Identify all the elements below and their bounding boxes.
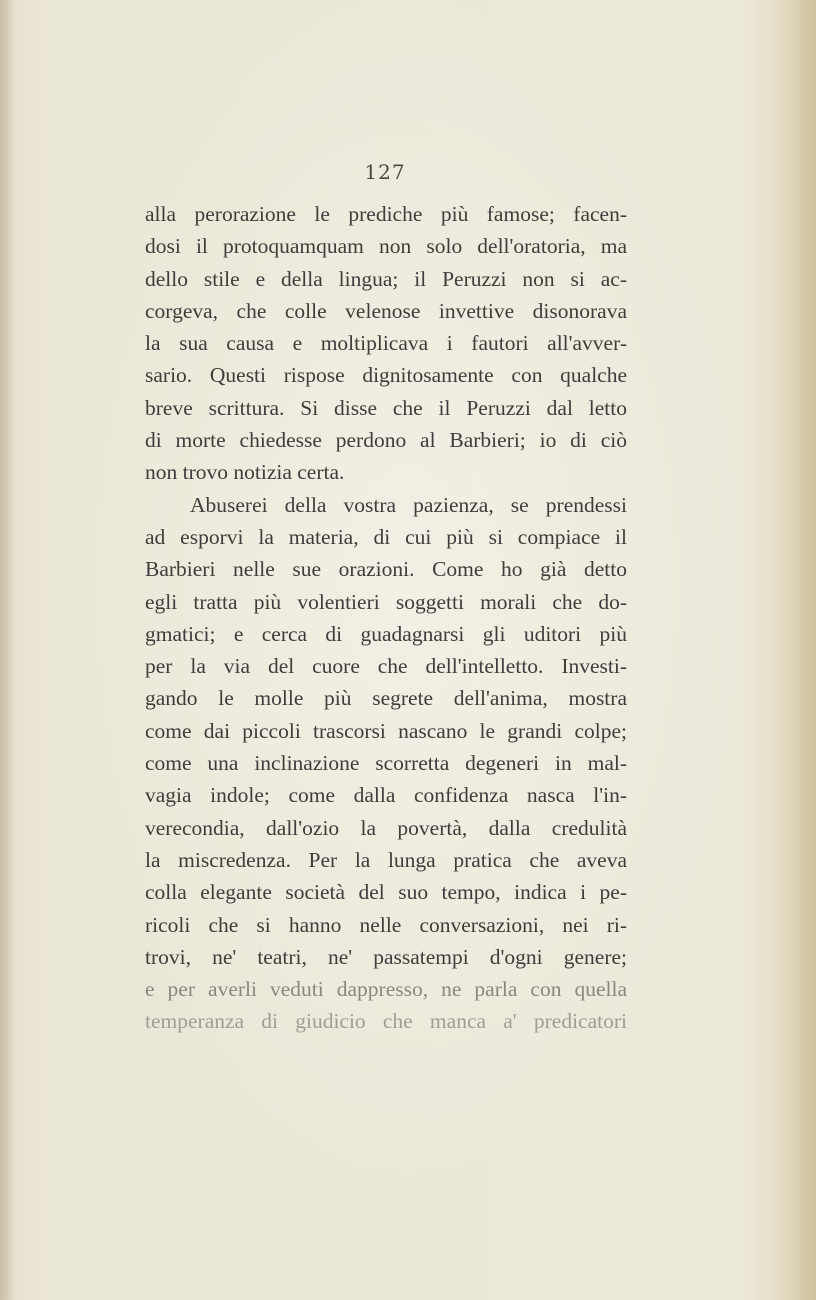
text-line: colla elegante società del suo tempo, indica i pe- — [145, 880, 627, 905]
text-line: verecondia, dall'ozio la povertà, dalla credulità — [145, 815, 627, 840]
text-line: e per averli veduti dappresso, ne parla con quella — [145, 977, 627, 1002]
text-line: gmatici; e cerca di guadagnarsi gli uditori più — [145, 621, 627, 646]
text-line: sario. Questi rispose dignitosamente con qualche — [145, 363, 627, 388]
text-line: dosi il protoquamquam non solo dell'oratoria, ma — [145, 234, 627, 259]
text-line: di morte chiedesse perdono al Barbieri; io di ciò — [145, 428, 627, 453]
text-line: ad esporvi la materia, di cui più si compiace il — [145, 524, 627, 549]
text-line: la miscredenza. Per la lunga pratica che aveva — [145, 847, 627, 872]
text-line: alla perorazione le prediche più famose; facen- — [145, 202, 627, 226]
page-right-edge — [776, 0, 816, 1300]
text-line: per la via del cuore che dell'intelletto. Investi- — [145, 654, 627, 679]
text-line: trovi, ne' teatri, ne' passatempi d'ogni genere; — [145, 944, 627, 969]
text-line: come una inclinazione scorretta degeneri in mal- — [145, 751, 627, 776]
paragraph-start-line: Abuserei della vostra pazienza, se prendessi — [190, 492, 627, 517]
text-line: Barbieri nelle sue orazioni. Come ho già detto — [145, 557, 627, 582]
text-line: gando le molle più segrete dell'anima, mostra — [145, 686, 627, 711]
text-line: breve scrittura. Si disse che il Peruzzi dal letto — [145, 395, 627, 420]
body-text — [145, 198, 627, 1038]
text-line: ricoli che si hanno nelle conversazioni, nei ri- — [145, 912, 627, 937]
text-line: vagia indole; come dalla confidenza nasca l'in- — [145, 783, 627, 808]
page-left-edge — [0, 0, 14, 1300]
text-line: temperanza di giudicio che manca a' predicatori — [145, 1009, 627, 1034]
page-number: 127 — [364, 160, 406, 184]
text-line: non trovo notizia certa. — [145, 460, 345, 485]
text-line: come dai piccoli trascorsi nascano le grandi colpe; — [145, 718, 627, 743]
text-line: corgeva, che colle velenose invettive disonorava — [145, 298, 627, 323]
text-line: egli tratta più volentieri soggetti morali che do- — [145, 589, 627, 614]
text-line: dello stile e della lingua; il Peruzzi non si ac- — [145, 266, 627, 291]
text-line: la sua causa e moltiplicava i fautori all'avver- — [145, 331, 627, 356]
